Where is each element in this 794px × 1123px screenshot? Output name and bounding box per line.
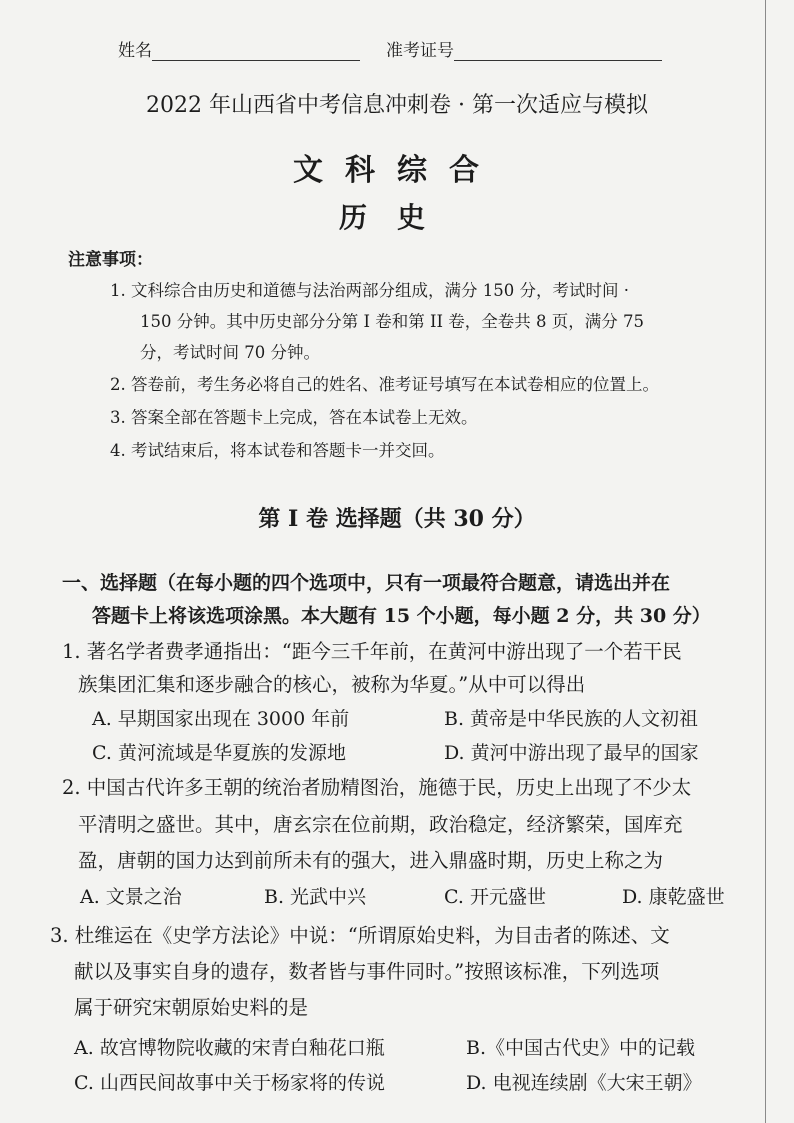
question-2-option-d: D. 康乾盛世 [622, 886, 725, 908]
question-2-line-2: 平清明之盛世。其中，唐玄宗在位前期，政治稳定，经济繁荣，国库充 [78, 813, 683, 836]
exam-number-field [386, 36, 662, 61]
exam-number-blank-line [454, 44, 662, 61]
section-instruction-line-1: 一、选择题（在每小题的四个选项中，只有一项最符合题意，请选出并在 [62, 572, 671, 594]
question-3-line-2: 献以及事实自身的遗存，数者皆与事件同时。”按照该标准，下列选项 [74, 960, 660, 983]
question-1-option-b: B. 黄帝是中华民族的人文初祖 [444, 708, 699, 730]
question-2-option-a: A. 文景之治 [80, 886, 182, 908]
question-1-option-a: A. 早期国家出现在 3000 年前 [92, 708, 350, 730]
exam-number-label: 准考证号 [386, 41, 454, 61]
note-item-3: 3. 答案全部在答题卡上完成，答在本试卷上无效。 [110, 408, 478, 427]
question-2-line-3: 盈，唐朝的国力达到前所未有的强大，进入鼎盛时期，历史上称之为 [78, 849, 664, 872]
question-3-option-c: C. 山西民间故事中关于杨家将的传说 [74, 1072, 385, 1094]
section-instruction-line-2: 答题卡上将该选项涂黑。本大题有 15 个小题，每小题 2 分，共 30 分） [92, 605, 711, 627]
question-1-option-d: D. 黄河中游出现了最早的国家 [444, 742, 699, 764]
exam-title: 2022 年山西省中考信息冲刺卷 · 第一次适应与模拟 [146, 93, 648, 118]
name-label: 姓名 [118, 41, 152, 61]
question-3-option-a: A. 故宫博物院收藏的宋青白釉花口瓶 [74, 1037, 385, 1059]
question-3-option-b: B.《中国古代史》中的记载 [466, 1037, 696, 1059]
notes-heading: 注意事项： [68, 250, 153, 270]
note-item-1-line-1: 1. 文科综合由历史和道德与法治两部分组成，满分 150 分，考试时间 · [110, 281, 629, 300]
subject-title: 文科综合 [293, 153, 501, 188]
note-item-4: 4. 考试结束后，将本试卷和答题卡一并交回。 [110, 441, 445, 460]
note-item-1-line-3: 分，考试时间 70 分钟。 [140, 343, 320, 362]
question-2-option-c: C. 开元盛世 [444, 886, 546, 908]
note-item-2: 2. 答卷前，考生务必将自己的姓名、准考证号填写在本试卷相应的位置上。 [110, 375, 659, 394]
name-blank-line [152, 44, 360, 61]
name-field [118, 36, 360, 61]
question-3-line-1: 3. 杜维运在《史学方法论》中说：“所谓原始史料，为目击者的陈述、文 [50, 924, 670, 947]
question-1-option-c: C. 黄河流域是华夏族的发源地 [92, 742, 346, 764]
note-item-1-line-2: 150 分钟。其中历史部分分第 I 卷和第 II 卷，全卷共 8 页，满分 75 [140, 312, 644, 331]
question-3-option-d: D. 电视连续剧《大宋王朝》 [466, 1072, 702, 1094]
question-3-line-3: 属于研究宋朝原始史料的是 [74, 996, 309, 1019]
section-title: 第 I 卷 选择题（共 30 分） [258, 506, 536, 532]
sub-subject-title: 历史 [338, 201, 455, 234]
question-1-line-1: 1. 著名学者费孝通指出：“距今三千年前，在黄河中游出现了一个若干民 [62, 640, 682, 663]
question-2-line-1: 2. 中国古代许多王朝的统治者励精图治，施德于民，历史上出现了不少太 [62, 776, 692, 799]
question-1-line-2: 族集团汇集和逐步融合的核心，被称为华夏。”从中可以得出 [78, 673, 586, 696]
question-2-option-b: B. 光武中兴 [264, 886, 367, 908]
